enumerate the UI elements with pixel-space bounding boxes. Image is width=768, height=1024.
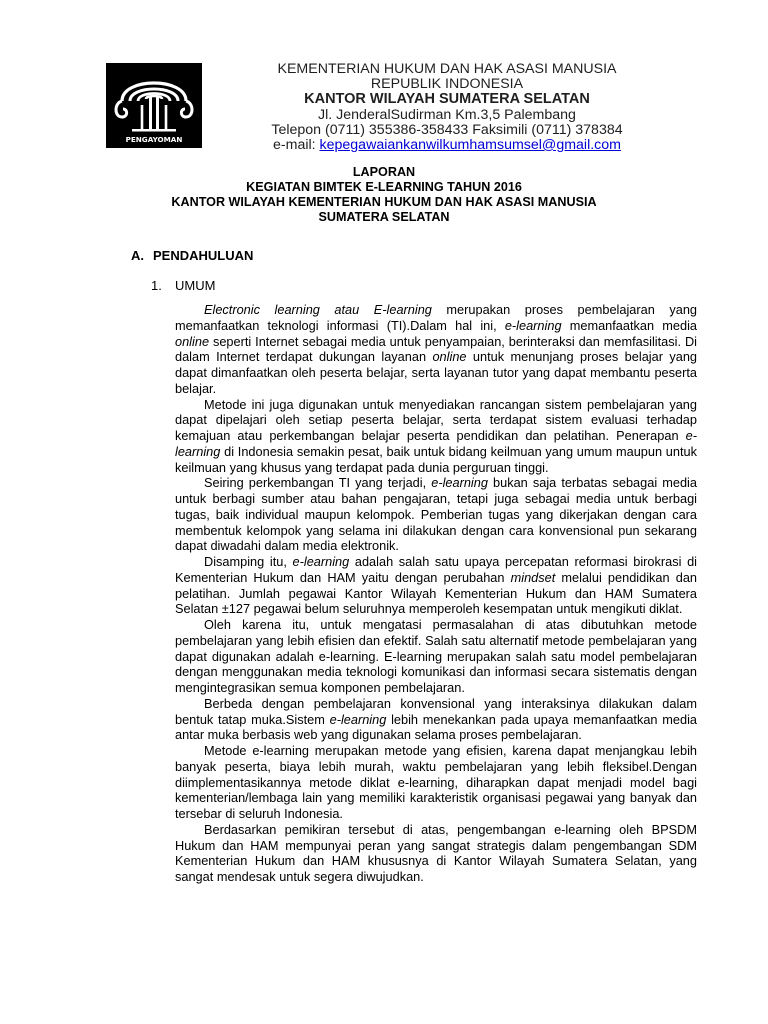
italic-text: e-learning xyxy=(504,317,562,333)
italic-text: e-learning xyxy=(175,428,697,459)
report-subtitle: KEGIATAN BIMTEK E-LEARNING TAHUN 2016 xyxy=(246,180,522,194)
text-run: Metode ini juga digunakan untuk menyediakan rancangan sistem pembelajaran yang dapat dipelajari oleh setiap peserta belajar, serta terdapat sistem evaluasi terhadap kemajuan atau perkembangan belajar peserta pendidikan dan pelatihan. Penerapan xyxy=(175,396,697,443)
italic-text: e-learning xyxy=(292,554,350,569)
ministry-name: KEMENTERIAN HUKUM DAN HAK ASASI MANUSIA xyxy=(277,61,617,77)
subsection-heading xyxy=(151,278,215,294)
paragraph xyxy=(175,822,697,885)
report-title: LAPORAN xyxy=(352,165,416,179)
section-label: PENDAHULUAN xyxy=(153,248,254,263)
text-run: Oleh karena itu, untuk mengatasi permasalahan di atas dibutuhkan metode pembelajaran yang lebih efisien dan efektif. Salah satu alternatif metode pembelajaran yang dapat digunakan adalah e-learning. E-learning merupakan salah satu model pembelajaran dengan menggunakan media teknologi komunikasi dan informasi secara sistematis dengan mengintegrasikan semua komponen pembelajaran. xyxy=(175,617,697,695)
italic-text: e-learning xyxy=(431,475,488,491)
italic-text: Electronic learning atau E-learning xyxy=(204,302,432,317)
paragraph xyxy=(175,617,697,696)
email-label: e-mail: xyxy=(273,137,320,153)
subsection-label: UMUM xyxy=(175,278,216,293)
section-number: A. xyxy=(131,248,144,263)
paragraph xyxy=(175,397,697,476)
paragraph xyxy=(175,743,697,822)
pengayoman-emblem-icon xyxy=(106,63,202,148)
text-run: Berdasarkan pemikiran tersebut di atas, pengembangan e-learning oleh BPSDM Hukum dan HAM mempunyai peran yang sangat strategis dalam pengembangan SDM Kementerian Hukum dan HAM khususnya di Kantor Wilayah Sumatera Selatan, yang sangat mendesak untuk segera diwujudkan. xyxy=(175,821,697,884)
email-link[interactable]: kepegawaiankanwilkumhamsumsel@gmail.com xyxy=(319,137,621,153)
text-run: merupakan proses pembelajaran yang memanfaatkan teknologi informasi (TI).Dalam hal ini, xyxy=(175,302,697,333)
italic-text: online xyxy=(175,333,210,349)
paragraph xyxy=(175,475,697,554)
text-run: adalah salah satu upaya percepatan reformasi birokrasi di Kementerian Hukum dan HAM yaitu dengan perubahan xyxy=(175,554,698,585)
text-run: untuk menunjang proses belajar yang dapat dimanfaatkan oleh peserta belajar, serta layanan tutor yang dapat membantu peserta belajar. xyxy=(175,349,698,396)
text-run: melalui pendidikan dan pelatihan. Jumlah pegawai Kantor Wilayah Kementerian Hukum dan HAM Sumatera Selatan ±127 pegawai belum seluruhnya memperoleh kesempatan untuk mengikuti diklat. xyxy=(175,569,698,617)
body-text xyxy=(175,302,697,885)
office-name: KANTOR WILAYAH SUMATERA SELATAN xyxy=(304,91,590,107)
text-run: Disamping itu, xyxy=(204,554,293,569)
text-run: Seiring perkembangan TI yang terjadi, xyxy=(204,475,432,491)
office-address: Jl. JenderalSudirman Km.3,5 Palembang xyxy=(318,107,576,123)
text-run: di Indonesia semakin pesat, baik untuk bidang keilmuan yang umum maupun untuk keilmuan yang khusus yang terdapat pada dunia perguruan tinggi. xyxy=(175,443,697,475)
paragraph xyxy=(175,696,697,743)
section-heading xyxy=(131,248,253,264)
text-run: Berbeda dengan pembelajaran konvensional yang interaksinya dilakukan dalam bentuk tatap muka.Sistem xyxy=(175,695,697,727)
office-phone: Telepon (0711) 355386-358433 Faksimili (0711) 378384 xyxy=(271,122,623,138)
report-subtitle-office: KANTOR WILAYAH KEMENTERIAN HUKUM DAN HAK ASASI MANUSIA xyxy=(171,195,597,209)
text-run: memanfaatkan media xyxy=(561,317,697,333)
report-subtitle-region: SUMATERA SELATAN xyxy=(318,210,450,224)
pengayoman-logo xyxy=(106,63,202,148)
italic-text: mindset xyxy=(510,569,556,585)
paragraph xyxy=(175,302,697,397)
paragraph xyxy=(175,554,697,617)
country-name: REPUBLIK INDONESIA xyxy=(370,76,524,92)
italic-text: online xyxy=(432,349,467,365)
text-run: lebih menekankan pada upaya memanfaatkan media antar muka berbasis web yang digunakan selama proses pembelajaran. xyxy=(175,711,697,743)
text-run: Metode e-learning merupakan metode yang efisien, karena dapat menjangkau lebih banyak peserta, biaya lebih murah, waktu pembelajaran yang lebih fleksibel.Dengan diimplementasikannya metode diklat e-learning, diharapkan dapat menjadi model bagi kementerian/lembaga lain yang memiliki karakteristik organisasi pegawai yang banyak dan tersebar di seluruh Indonesia. xyxy=(175,743,697,821)
office-email xyxy=(212,137,682,154)
text-run: bukan saja terbatas sebagai media untuk berbagi sumber atau bahan pengajaran, tetapi juga sebagai media untuk berbagi tugas, baik individual maupun kelompok. Pemberian tugas yang dikerjakan dengan cara membentuk kelompok yang selama ini dilakukan dengan cara konvensional pun sekarang dapat diwadahi dalam media elektronik. xyxy=(175,475,697,554)
italic-text: e-learning xyxy=(329,711,387,727)
svg-text:PENGAYOMAN: PENGAYOMAN xyxy=(125,135,183,144)
subsection-number: 1. xyxy=(151,278,162,293)
text-run: seperti Internet sebagai media untuk penyampaian, berinteraksi dan memfasilitasi. Di dalam Internet terdapat dukungan layanan xyxy=(175,333,697,365)
